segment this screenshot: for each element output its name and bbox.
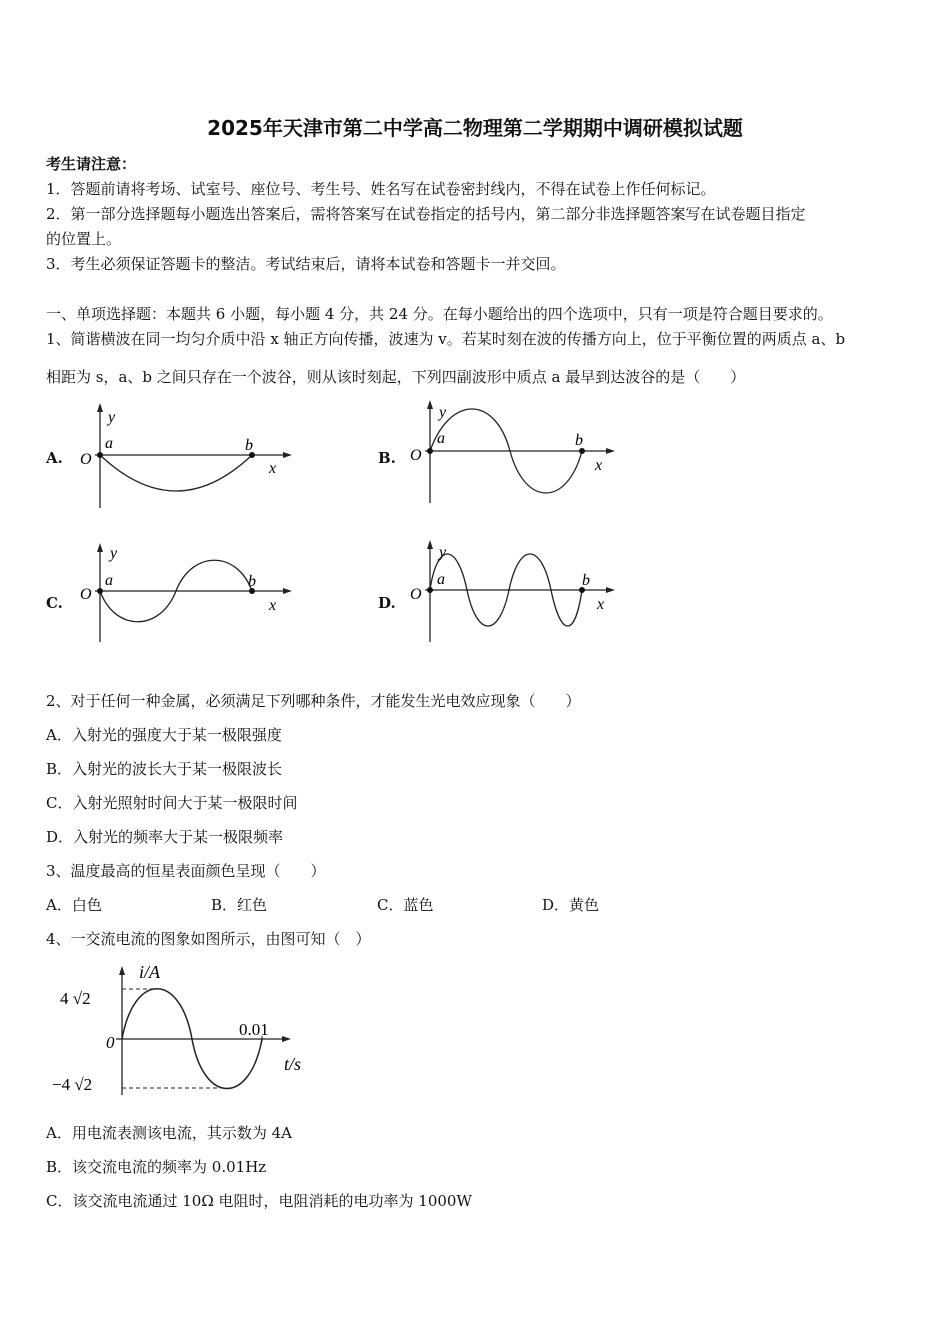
notice-item: 2．第一部分选择题每小题选出答案后，需将答案写在试卷指定的括号内，第二部分非选择题答案写在试卷题目指定 bbox=[46, 205, 806, 223]
origin-label: O bbox=[80, 586, 92, 603]
q2-option: C．入射光照射时间大于某一极限时间 bbox=[46, 794, 298, 812]
question-1-line2: 相距为 s，a、b 之间只存在一个波谷，则从该时刻起，下列四副波形中质点 a 最早到达波谷的是（ ） bbox=[46, 368, 746, 386]
q2-option: D．入射光的频率大于某一极限频率 bbox=[46, 828, 284, 846]
ymax-label: 4 √2 bbox=[60, 989, 91, 1008]
x-label: x bbox=[269, 597, 277, 614]
question-2-stem: 2、对于任何一种金属，必须满足下列哪种条件，才能发生光电效应现象（ ） bbox=[46, 692, 581, 710]
x-label: x bbox=[597, 596, 605, 613]
q3-option: D．黄色 bbox=[542, 896, 600, 914]
y-axis-arrow bbox=[427, 400, 433, 409]
origin-label: O bbox=[410, 447, 422, 464]
ac-current-graph bbox=[46, 960, 316, 1100]
x-axis-arrow bbox=[283, 452, 292, 458]
i-axis-arrow bbox=[119, 966, 125, 975]
question-4-stem: 4、一交流电流的图象如图所示，由图可知（ ） bbox=[46, 930, 371, 948]
point-a bbox=[427, 587, 433, 593]
y-axis-arrow bbox=[97, 403, 103, 412]
q1-option-a-label: A. bbox=[46, 449, 63, 467]
notice-item: 的位置上。 bbox=[46, 230, 122, 248]
q4-option: C．该交流电流通过 10Ω 电阻时，电阻消耗的电功率为 1000W bbox=[46, 1192, 472, 1210]
q3-option: A．白色 bbox=[46, 896, 102, 914]
q3-option: B．红色 bbox=[211, 896, 268, 914]
t-axis-arrow bbox=[282, 1036, 291, 1042]
q2-option: A．入射光的强度大于某一极限强度 bbox=[46, 726, 282, 744]
q1-option-d-label: D. bbox=[378, 594, 396, 612]
b-label: b bbox=[245, 437, 253, 454]
x-axis-arrow bbox=[283, 588, 292, 594]
y-label: y bbox=[108, 409, 116, 426]
x-axis-arrow bbox=[606, 587, 615, 593]
q3-option: C．蓝色 bbox=[377, 896, 434, 914]
b-label: b bbox=[575, 432, 583, 449]
origin-label: 0 bbox=[106, 1033, 115, 1052]
b-label: b bbox=[582, 572, 590, 589]
wave-graph-b bbox=[405, 400, 625, 510]
question-1-line1: 1、简谐横波在同一均匀介质中沿 x 轴正方向传播，波速为 v。若某时刻在波的传播方向上，位于平衡位置的两质点 a、b bbox=[46, 330, 846, 348]
y-label: y bbox=[439, 544, 447, 561]
a-label: a bbox=[437, 430, 445, 447]
q2-option: B．入射光的波长大于某一极限波长 bbox=[46, 760, 283, 778]
x-label: x bbox=[595, 457, 603, 474]
a-label: a bbox=[105, 572, 113, 589]
wave-graph-a bbox=[75, 400, 295, 510]
q1-option-b-label: B. bbox=[378, 449, 396, 467]
notice-heading: 考生请注意： bbox=[46, 155, 137, 173]
section-heading: 一、单项选择题：本题共 6 小题，每小题 4 分，共 24 分。在每小题给出的四个选项中，只有一项是符合题目要求的。 bbox=[46, 305, 833, 323]
point-a bbox=[97, 588, 103, 594]
question-3-stem: 3、温度最高的恒星表面颜色呈现（ ） bbox=[46, 862, 326, 880]
point-a bbox=[427, 448, 433, 454]
y-label: y bbox=[110, 545, 118, 562]
point-a bbox=[97, 452, 103, 458]
i-axis-label: i/A bbox=[139, 962, 160, 982]
notice-item: 3．考生必须保证答题卡的整洁。考试结束后，请将本试卷和答题卡一并交回。 bbox=[46, 255, 566, 273]
a-label: a bbox=[437, 571, 445, 588]
tick-label: 0.01 bbox=[239, 1020, 269, 1039]
origin-label: O bbox=[410, 586, 422, 603]
a-label: a bbox=[105, 435, 113, 452]
y-label: y bbox=[439, 404, 447, 421]
notice-item: 1．答题前请将考场、试室号、座位号、考生号、姓名写在试卷密封线内，不得在试卷上作任何标记。 bbox=[46, 180, 716, 198]
x-label: x bbox=[269, 460, 277, 477]
wave-graph-c bbox=[75, 540, 295, 645]
q4-option: A．用电流表测该电流，其示数为 4A bbox=[46, 1124, 292, 1142]
y-axis-arrow bbox=[427, 540, 433, 549]
q4-option: B．该交流电流的频率为 0.01Hz bbox=[46, 1158, 267, 1176]
page-title: 2025年天津市第二中学高二物理第二学期期中调研模拟试题 bbox=[207, 116, 743, 140]
b-label: b bbox=[248, 573, 256, 590]
t-axis-label: t/s bbox=[284, 1054, 302, 1074]
wave-graph-d bbox=[405, 540, 625, 645]
wave-curve bbox=[100, 455, 252, 491]
x-axis-arrow bbox=[606, 448, 615, 454]
y-axis-arrow bbox=[97, 543, 103, 552]
ymin-label: −4 √2 bbox=[52, 1075, 93, 1094]
q1-option-c-label: C. bbox=[46, 594, 63, 612]
origin-label: O bbox=[80, 451, 92, 468]
